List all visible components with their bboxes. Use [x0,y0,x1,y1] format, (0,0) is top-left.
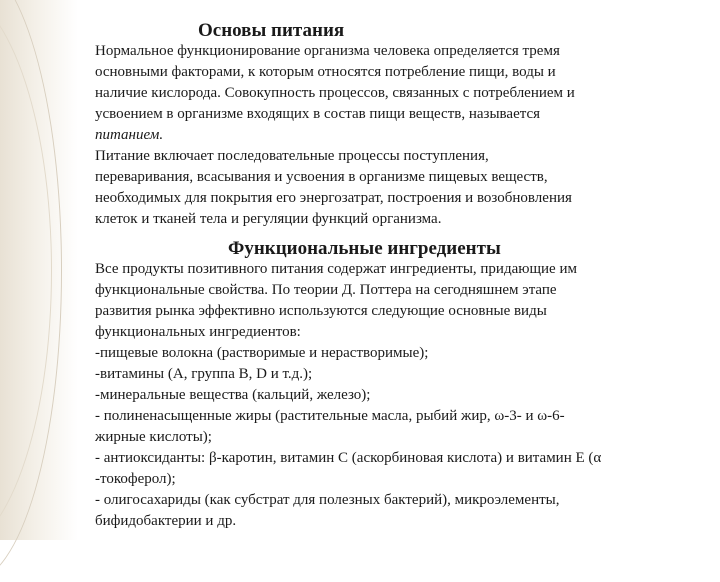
list-item: -пищевые волокна (растворимые и нерастворимые); [95,345,429,361]
text-line: Питание включает последовательные процессы поступления, [95,148,489,164]
list-item: -минеральные вещества (кальций, железо); [95,387,371,403]
text-line: клеток и тканей тела и регуляции функций организма. [95,211,442,227]
text-line: функциональные свойства. По теории Д. Поттера на сегодняшнем этапе [95,282,557,298]
nutrition-basics-text [95,41,710,230]
list-item: - антиоксиданты: β-каротин, витамин С (аскорбиновая кислота) и витамин Е (α [95,450,602,466]
decorative-left-border [0,0,78,540]
text-line: наличие кислорода. Совокупность процессов, связанных с потреблением и [95,85,575,101]
text-line-emphasis: питанием. [95,127,164,143]
text-line: переваривания, всасывания и усвоения в организме пищевых веществ, [95,169,548,185]
list-item-continuation: жирные кислоты); [95,429,212,445]
text-line: Все продукты позитивного питания содержат ингредиенты, придающие им [95,261,577,277]
list-item-continuation: -токоферол); [95,471,176,487]
list-item-continuation: бифидобактерии и др. [95,513,237,529]
text-line: основными факторами, к которым относятся потребление пищи, воды и [95,64,556,80]
list-item: - полиненасыщенные жиры (растительные масла, рыбий жир, ω-3- и ω-6- [95,408,565,424]
text-line: необходимых для покрытия его энергозатрат, построения и возобновления [95,190,572,206]
section-title-functional-ingredients: Функциональные ингредиенты [228,238,501,259]
text-line: развития рынка эффективно используются следующие основные виды [95,303,547,319]
list-item: - олигосахариды (как субстрат для полезных бактерий), микроэлементы, [95,492,560,508]
text-line: Нормальное функционирование организма человека определяется тремя [95,43,560,59]
text-line: усвоением в организме входящих в состав пищи веществ, называется [95,106,541,122]
list-item: -витамины (А, группа В, D и т.д.); [95,366,313,382]
functional-ingredients-text [95,259,710,532]
text-line: функциональных ингредиентов: [95,324,301,340]
section-title-nutrition-basics: Основы питания [198,20,345,41]
